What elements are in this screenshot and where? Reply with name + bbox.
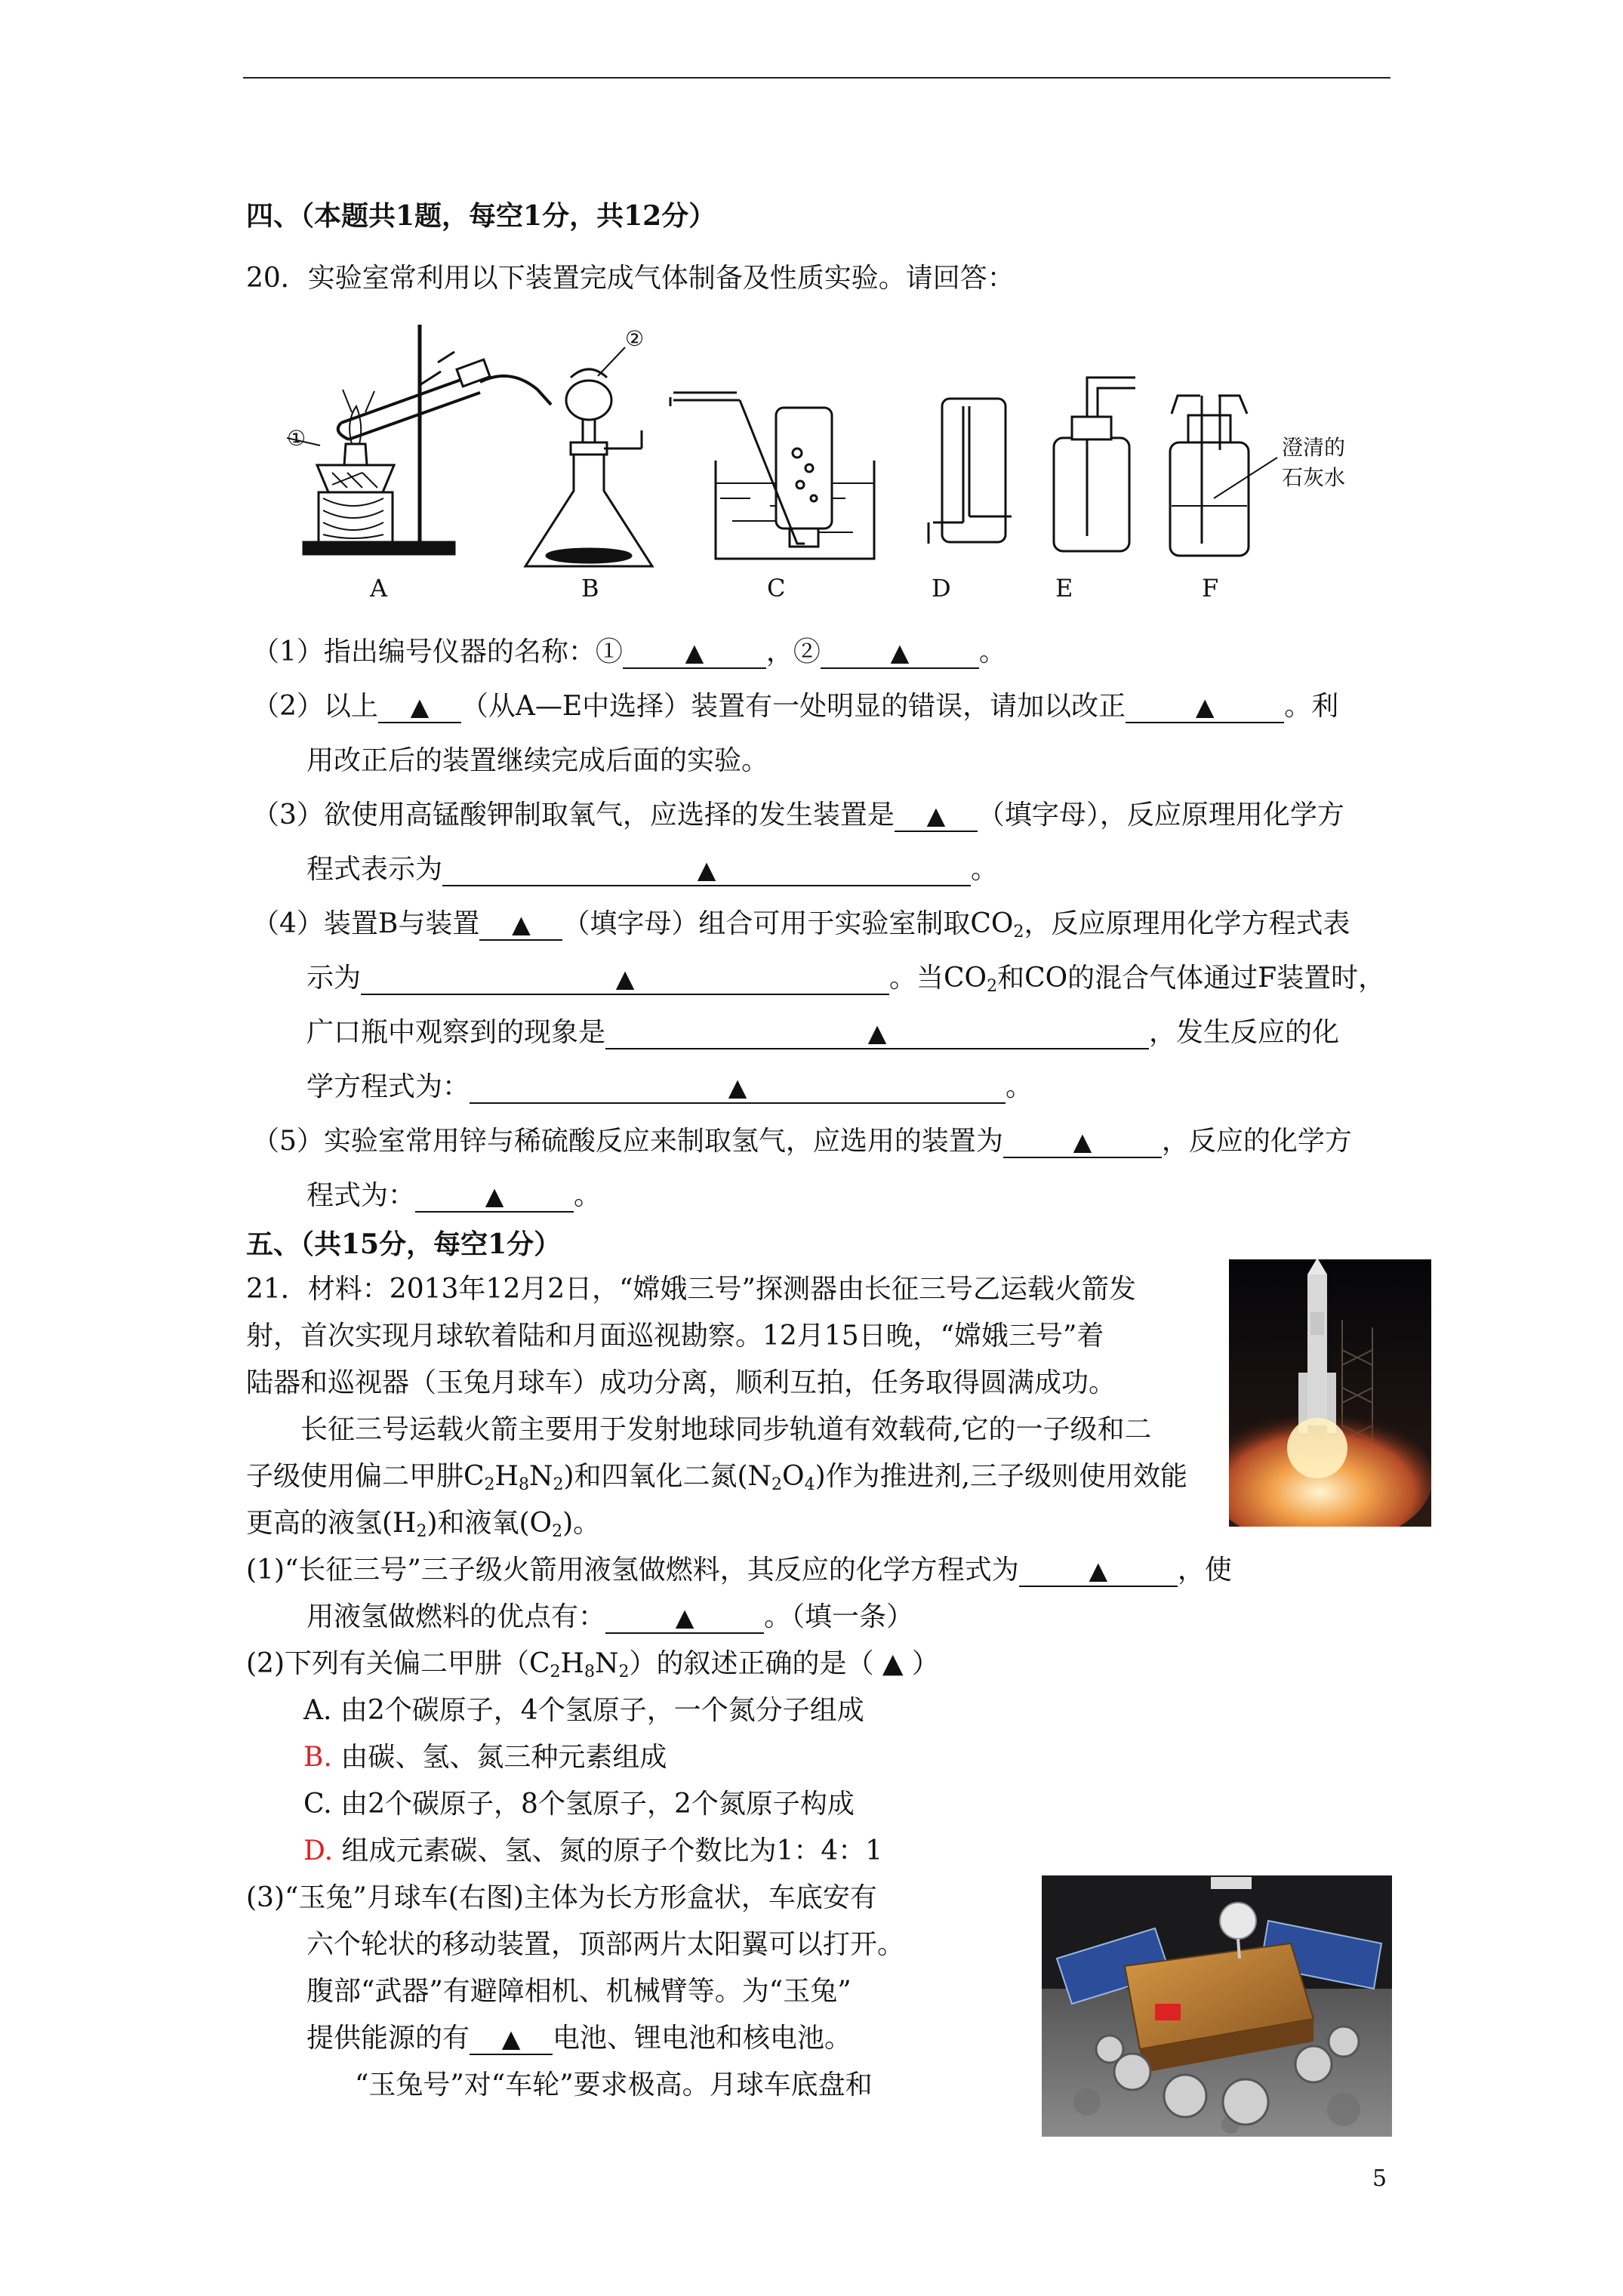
q20-part3-line2: 程式表示为 ▲ 。 [306,854,999,885]
answer-blank[interactable]: ▲ [821,637,979,669]
q21-sub3-line5: “玉兔号”对“车轮”要求极高。月球车底盘和 [355,2069,873,2100]
q21-material-line3: 陆器和巡视器（玉兔月球车）成功分离，顺利互拍，任务取得圆满成功。 [246,1367,1116,1398]
q20-part4-line4: 学方程式为： ▲ 。 [306,1071,1033,1102]
label-a: A [370,574,388,603]
answer-blank[interactable]: ▲ [470,1072,1006,1104]
q21-option-a: A. 由2个碳原子，4个氢原子，一个氮分子组成 [303,1695,864,1726]
label-f: F [1202,574,1219,603]
label-e: E [1055,574,1073,603]
header-rule [243,77,1390,79]
q21-option-b: B. 由碳、氢、氮三种元素组成 [303,1742,667,1773]
q20-stem: 20．实验室常利用以下装置完成气体制备及性质实验。请回答： [246,263,1015,294]
q20-part2-line2: 用改正后的装置继续完成后面的实验。 [306,745,769,776]
q21-material-line6: 更高的液氢$(H_2)$和液氧$(O_2)$。 [246,1508,601,1541]
apparatus-f [1170,396,1277,556]
apparatus-a [287,325,551,554]
q21-material-line1: 21．材料：2013年12月2日，“嫦娥三号”探测器由长征三号乙运载火箭发 [246,1274,1136,1305]
answer-blank[interactable]: ▲ [479,909,562,941]
q21-material-line5: 子级使用偏二甲肼$C_2H_8N_2$)和四氧化二氮$(N_2O_4)$作为推进剂,三子级则使用效能 [246,1461,1188,1494]
answer-blank[interactable]: ▲ [1003,1126,1162,1158]
q21-sub1-line2: 用液氢做燃料的优点有： ▲ 。（填一条） [306,1601,914,1632]
apparatus-e [1054,378,1135,551]
answer-blank[interactable]: ▲ [605,1602,764,1634]
q20-part5-line2: 程式为： ▲ 。 [306,1180,602,1211]
answer-blank[interactable]: ▲ [895,800,978,832]
label-d: D [932,574,951,603]
q21-sub3-line4: 提供能源的有 ▲ 电池、锂电池和核电池。 [306,2023,852,2054]
q20-part1: （1）指出编号仪器的名称：① ▲ ，② ▲ 。 [252,636,1006,667]
page-number: 5 [1372,2165,1387,2192]
answer-blank[interactable]: ▲ [361,963,889,995]
q20-part3: （3）欲使用高锰酸钾制取氧气，应选择的发生装置是 ▲ （填字母），反应原理用化学方 [252,800,1344,831]
rocket-launch-photo [1229,1259,1431,1527]
q21-sub3-line3: 腹部“武器”有避障相机、机械臂等。为“玉兔” [306,1976,852,2007]
f-label-line1: 澄清的 [1282,435,1346,460]
q20-part5: （5）实验室常用锌与稀硫酸反应来制取氢气，应选用的装置为 ▲ ，反应的化学方 [252,1126,1352,1157]
q21-material-line2: 射，首次实现月球软着陆和月面巡视勘察。12月15日晚，“嫦娥三号”着 [246,1321,1104,1351]
label-b: B [581,574,599,603]
f-label-line2: 石灰水 [1282,465,1346,490]
apparatus-c [670,393,874,559]
q20-part2: （2）以上 ▲ （从A—E中选择）装置有一处明显的错误，请加以改正 ▲ 。利 [252,691,1339,722]
q20-part4: （4）装置B与装置 ▲ （填字母）组合可用于实验室制取$CO_2$，反应原理用化学方程式表 [252,908,1350,942]
answer-blank[interactable]: ▲ [1019,1555,1178,1587]
q21-sub3-line1: (3)“玉兔”月球车(右图)主体为长方形盒状，车底安有 [246,1882,877,1913]
answer-blank[interactable]: ▲ [623,637,766,669]
q20-part4-line2: 示为 ▲ 。当$CO_2$和CO的混合气体通过F装置时， [306,963,1386,996]
q21-material-line4: 长征三号运载火箭主要用于发射地球同步轨道有效载荷,它的一子级和二 [300,1414,1152,1445]
apparatus-b [525,347,652,566]
q21-sub2: (2)下列有关偏二甲肼$(C_2H_8N_2)$的叙述正确的是（ ▲ ） [246,1648,940,1681]
label-c: C [767,574,786,603]
answer-blank[interactable]: ▲ [378,692,461,723]
section-4-heading: 四、（本题共1题，每空1分，共12分） [246,200,716,232]
q21-sub3-line2: 六个轮状的移动装置，顶部两片太阳翼可以打开。 [306,1929,905,1960]
q21-option-d: D. 组成元素碳、氢、氮的原子个数比为1：4：1 [303,1835,883,1866]
answer-blank[interactable]: ▲ [1126,692,1284,723]
q21-option-c: C. 由2个碳原子，8个氢原子，2个氮原子构成 [303,1789,855,1820]
marker-1: ① [287,426,306,451]
apparatus-d [929,399,1012,544]
q21-sub1: (1)“长征三号”三子级火箭用液氢做燃料，其反应的化学方程式为 ▲ ，使 [246,1555,1232,1586]
answer-blank[interactable]: ▲ [442,855,971,886]
answer-blank[interactable]: ▲ [470,2023,553,2055]
q20-part4-line3: 广口瓶中观察到的现象是 ▲ ，发生反应的化 [306,1017,1340,1048]
section-5-heading: 五、（共15分，每空1分） [246,1228,562,1260]
marker-2: ② [625,326,645,351]
answer-blank[interactable]: ▲ [605,1018,1149,1049]
answer-blank[interactable]: ▲ [415,1181,574,1213]
lab-apparatus-figure [287,317,1359,604]
lunar-rover-photo [1042,1875,1392,2137]
